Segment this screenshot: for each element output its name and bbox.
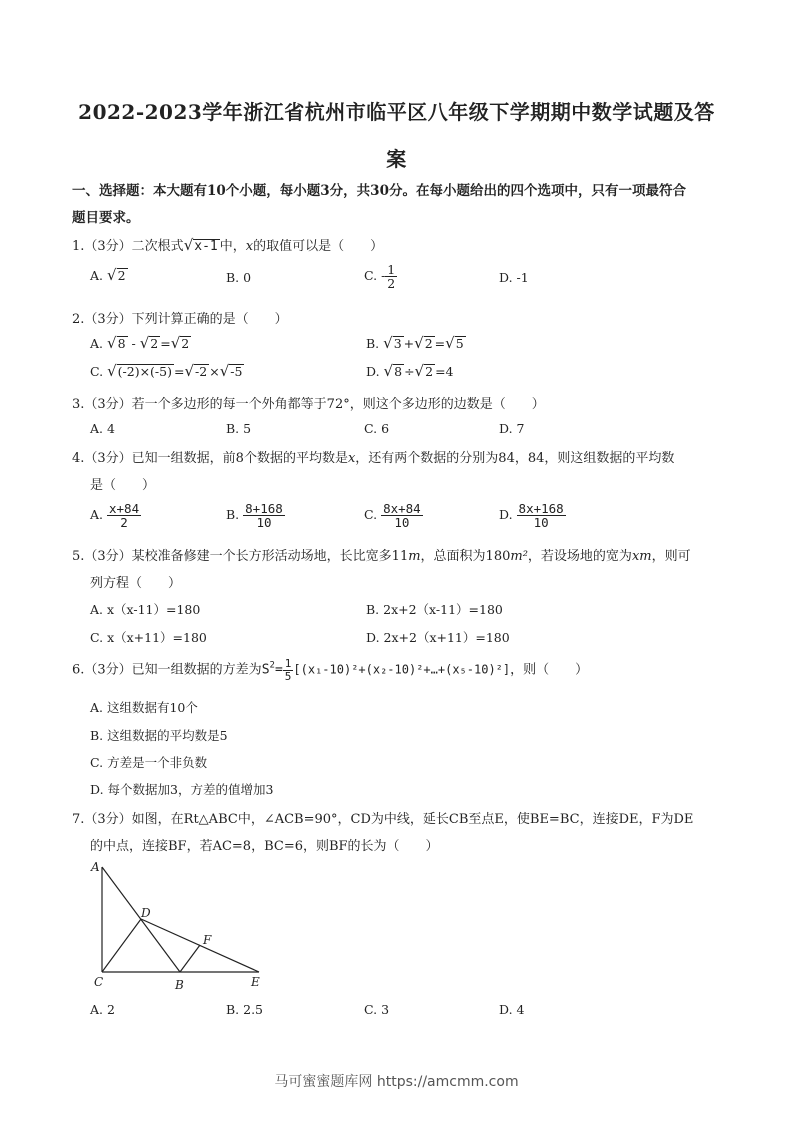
q4-option-c[interactable] — [364, 502, 423, 529]
q2-c-1: (-2)×(-5) — [117, 364, 172, 379]
q2-d-label: D. — [366, 364, 380, 379]
label-d: D — [141, 906, 151, 920]
q5-option-d[interactable]: D. 2x+2（x+11）=180 — [366, 630, 510, 645]
q1-option-a[interactable]: A. √2 — [90, 266, 126, 284]
q2-a-3: 2 — [181, 336, 190, 351]
q6-formula-num: 1 — [284, 657, 292, 670]
q2-b-3: 5 — [455, 336, 464, 351]
q6-option-a[interactable]: A. 这组数据有10个 — [90, 700, 198, 715]
q6-formula-body: [(x₁-10)²+(x₂-10)²+…+(x₅-10)²] — [293, 662, 511, 677]
section-header-line2: 题目要求。 — [72, 210, 140, 226]
q5-unit-m: m — [408, 549, 421, 564]
q2-a-eq: = — [160, 336, 171, 351]
q5-unit-xm: xm — [631, 549, 652, 564]
q6-stem-post: ，则（ ） — [510, 662, 589, 678]
q2-a-2: 2 — [150, 336, 159, 351]
q5-stem-d: ，则可 — [651, 549, 691, 564]
page-footer: 马可蜜蜜题库网 https://amcmm.com — [274, 1074, 519, 1090]
q2-b-op: + — [403, 336, 415, 351]
question-7-stem-line1: 7.（3分）如图，在Rt△ABC中，∠ACB=90°，CD为中线，延长CB至点E，使BE=BC，连接DE，F为DE — [72, 812, 694, 827]
q2-c-2: -2 — [195, 364, 208, 379]
q2-d-eq: =4 — [435, 364, 454, 379]
q2-b-1: 3 — [393, 336, 402, 351]
q5-stem-a: 5.（3分）某校准备修建一个长方形活动场地，长比宽多11 — [72, 549, 409, 564]
q2-c-eq: = — [173, 364, 185, 379]
q4-option-b[interactable] — [226, 502, 285, 529]
question-7-stem-line2: 的中点，连接BF，若AC=8，BC=6，则BF的长为（ ） — [90, 839, 439, 854]
q2-a-op: - — [131, 336, 136, 351]
q2-b-eq: = — [434, 336, 446, 351]
q7-triangle-figure — [85, 855, 275, 995]
doc-title-line1: 2022-2023学年浙江省杭州市临平区八年级下学期期中数学试题及答 — [78, 100, 715, 124]
q1-mid: 中， — [219, 239, 246, 254]
question-5-stem-line1 — [72, 545, 691, 564]
q3-option-c[interactable]: C. 6 — [364, 421, 390, 436]
q2-d-1: 8 — [394, 364, 403, 379]
q2-c-label: C. — [90, 364, 104, 379]
q7-option-b[interactable]: B. 2.5 — [226, 1002, 264, 1017]
q2-a-1: 8 — [117, 336, 126, 351]
q1-option-c[interactable] — [364, 263, 397, 290]
segment-cd — [102, 919, 141, 972]
label-c: C — [94, 975, 104, 989]
q2-option-b[interactable]: B. √3 +√2 =√5 — [366, 334, 464, 352]
q4-a-den: 2 — [120, 515, 128, 531]
q4-option-d[interactable] — [499, 502, 566, 529]
q1-c-num: 1 — [387, 262, 396, 277]
q1-var: x — [245, 239, 254, 254]
question-2-stem: 2.（3分）下列计算正确的是（ ） — [72, 312, 288, 327]
q4-c-label: C. — [364, 507, 378, 523]
q4-d-den: 10 — [533, 515, 549, 531]
q2-d-op: ÷ — [404, 364, 415, 379]
q1-radicand: x-1 — [194, 239, 218, 254]
q5-option-c[interactable]: C. x（x+11）=180 — [90, 630, 207, 645]
label-e: E — [251, 975, 260, 989]
q1-option-d[interactable]: D. -1 — [499, 270, 529, 285]
q4-stem-var: x — [347, 451, 356, 466]
q6-option-c[interactable]: C. 方差是一个非负数 — [90, 755, 208, 770]
q2-b-2: 2 — [424, 336, 433, 351]
q6-option-b[interactable]: B. 这组数据的平均数是5 — [90, 728, 228, 743]
q2-option-d[interactable]: D. √8 ÷√2 =4 — [366, 362, 454, 380]
q4-b-label: B. — [226, 507, 240, 523]
q6-formula-s: S — [261, 662, 270, 678]
q2-a-label: A. — [90, 336, 104, 351]
question-4-stem-line2: 是（ ） — [90, 478, 156, 493]
q4-option-a[interactable] — [90, 502, 141, 529]
q4-d-num: 8x+168 — [518, 501, 564, 516]
section-header-line1: 一、选择题：本大题有10个小题，每小题3分，共30分。在每小题给出的四个选项中，只有一项最符合 — [72, 183, 686, 199]
q4-a-num: x+84 — [109, 501, 140, 516]
question-3-stem: 3.（3分）若一个多边形的每一个外角都等于72°，则这个多边形的边数是（ ） — [72, 397, 545, 412]
q2-b-label: B. — [366, 336, 380, 351]
q3-option-d[interactable]: D. 7 — [499, 421, 525, 436]
q2-option-c[interactable]: C. √(-2)×(-5) =√-2 ×√-5 — [90, 362, 243, 380]
q4-c-den: 10 — [394, 515, 410, 531]
question-5-stem-line2: 列方程（ ） — [90, 576, 182, 591]
q1-a-label: A. — [90, 268, 104, 283]
q1-c-den: 2 — [387, 276, 396, 292]
question-1-stem: 1.（3分）二次根式√x-1 中，x的取值可以是（ ） — [72, 236, 384, 254]
q7-option-c[interactable]: C. 3 — [364, 1002, 390, 1017]
q6-formula-den: 5 — [284, 669, 292, 683]
label-a: A — [91, 860, 100, 874]
q5-option-b[interactable]: B. 2x+2（x-11）=180 — [366, 602, 503, 617]
q5-stem-c: ，若设场地的宽为 — [527, 549, 632, 564]
q6-formula-sq: 2 — [269, 660, 275, 671]
q4-b-den: 10 — [256, 515, 272, 531]
question-6-stem — [72, 658, 588, 682]
q2-d-2: 2 — [425, 364, 434, 379]
label-f: F — [203, 933, 212, 947]
q2-option-a[interactable]: A. √8 - √2 =√2 — [90, 334, 190, 352]
q6-stem-pre: 6.（3分）已知一组数据的方差为 — [72, 662, 262, 678]
q4-b-num: 8+168 — [245, 501, 283, 516]
q6-option-d[interactable]: D. 每个数据加3，方差的值增加3 — [90, 782, 274, 797]
q2-c-3: -5 — [230, 364, 243, 379]
q4-a-label: A. — [90, 507, 104, 523]
q5-stem-b: ，总面积为180 — [420, 549, 511, 564]
q4-stem-pre: 4.（3分）已知一组数据，前8个数据的平均数是 — [72, 451, 348, 466]
q1-c-label: C. - — [364, 268, 386, 284]
question-4-stem-line1 — [72, 447, 674, 466]
label-b: B — [175, 978, 184, 992]
q2-c-op: × — [209, 364, 220, 379]
q1-option-b[interactable]: B. 0 — [226, 270, 252, 285]
q7-option-a[interactable]: A. 2 — [90, 1002, 115, 1017]
q4-d-label: D. — [499, 507, 513, 523]
q3-option-a[interactable]: A. 4 — [90, 421, 115, 436]
q7-option-d[interactable]: D. 4 — [499, 1002, 525, 1017]
q5-unit-m2: m² — [510, 549, 528, 564]
q4-stem-post: ，还有两个数据的分别为84，84，则这组数据的平均数 — [355, 451, 675, 466]
q6-formula-eq: = — [274, 662, 283, 678]
q5-option-a[interactable]: A. x（x-11）=180 — [90, 602, 201, 617]
q1-a-value: 2 — [117, 268, 126, 283]
q1-suffix: 的取值可以是（ ） — [253, 239, 384, 254]
q4-c-num: 8x+84 — [383, 501, 421, 516]
doc-title-line2: 案 — [386, 147, 407, 171]
segment-bf — [180, 945, 200, 972]
q3-option-b[interactable]: B. 5 — [226, 421, 252, 436]
q1-prefix: 1.（3分）二次根式 — [72, 239, 184, 254]
